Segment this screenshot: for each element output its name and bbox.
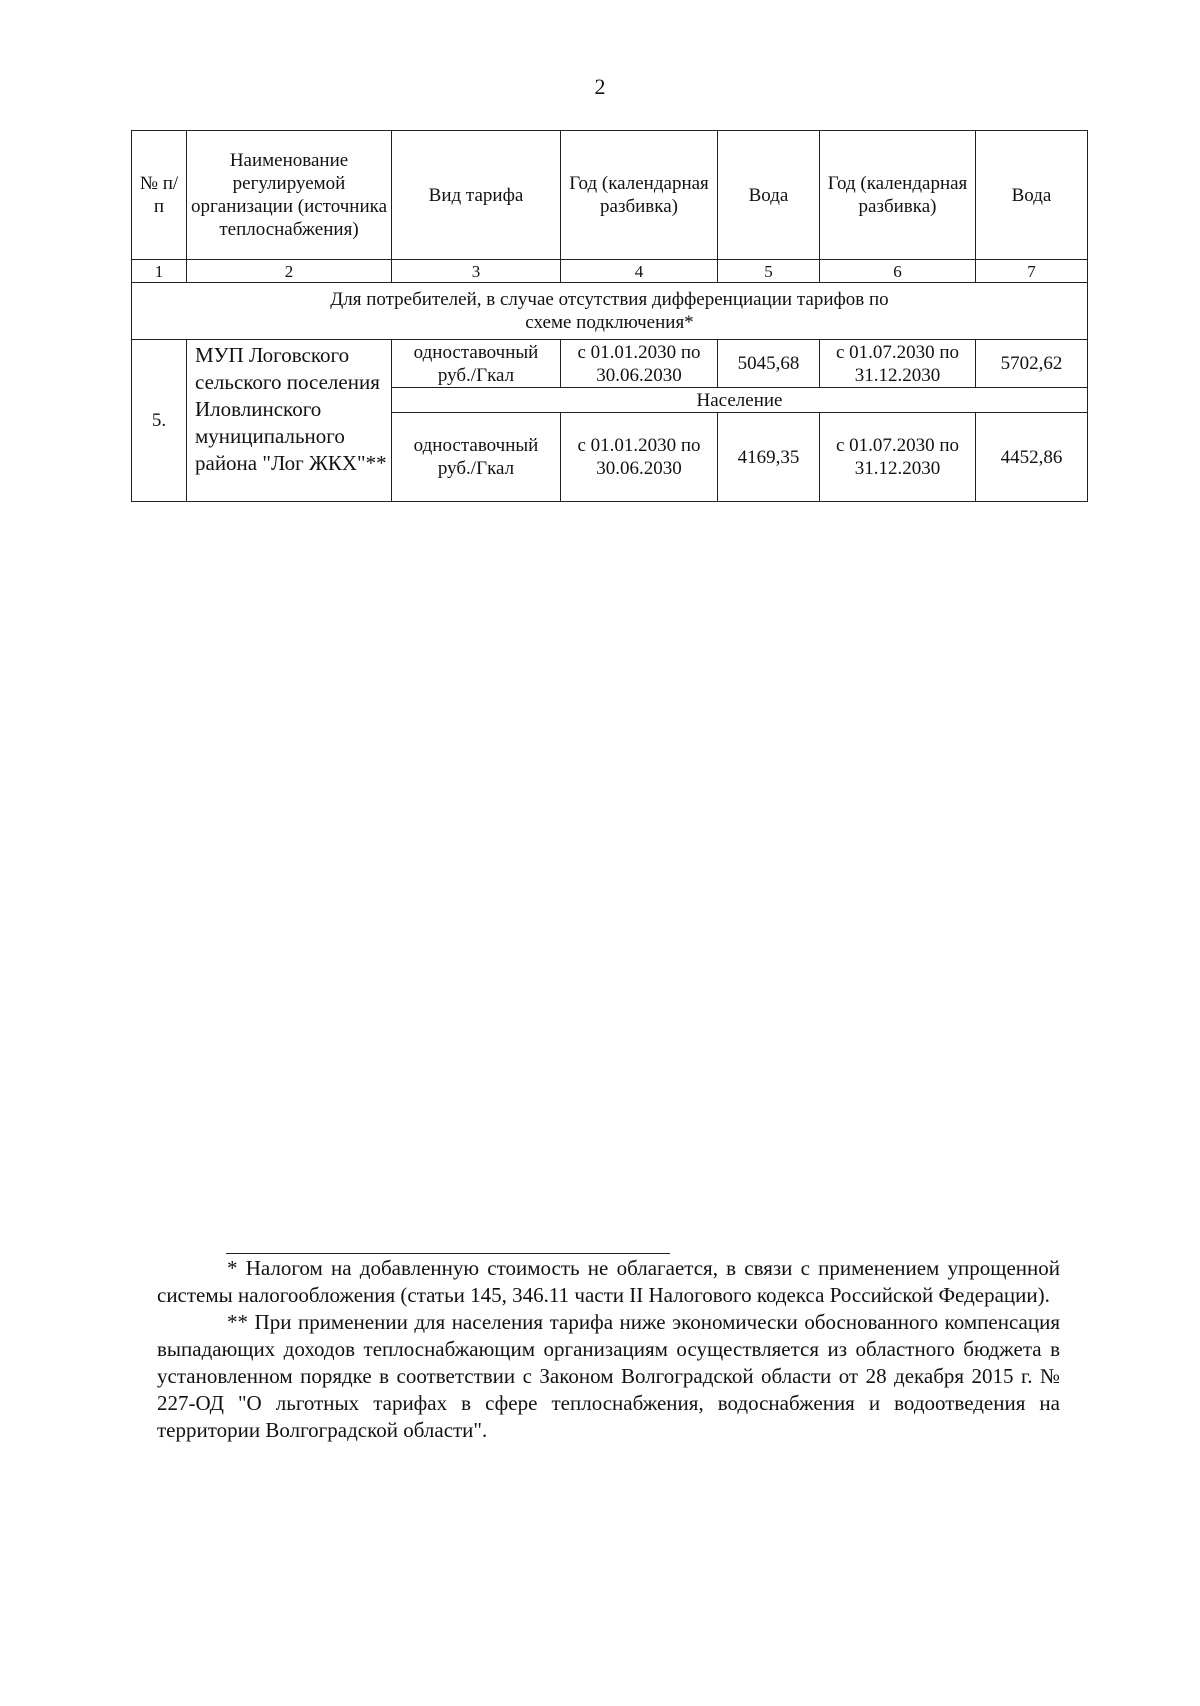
column-number-row: [132, 260, 1088, 283]
section-row: [132, 283, 1088, 340]
header-water-1: Вода: [718, 131, 820, 260]
period-2: с 01.07.2030 по 31.12.2030: [820, 413, 976, 502]
water-value-1: 4169,35: [718, 413, 820, 502]
subsection-title: Население: [392, 388, 1088, 413]
period-1: с 01.01.2030 по 30.06.2030: [561, 413, 718, 502]
table-row: [132, 340, 1088, 388]
footnote-2: ** При применении для населения тарифа ниже экономически обоснованного компенсация выпадающих доходов теплоснабжающим организациям осуществляется из областного бюджета в установленном порядке в соответствии с Законом Волгоградской области от 28 декабря 2015 г. № 227-ОД "О льготных тарифах в сфере теплоснабжения, водоснабжения и водоотведения на территории Волгоградской области".: [157, 1310, 1060, 1442]
column-number: 2: [187, 260, 392, 283]
section-title: Для потребителей, в случае отсутствия дифференциации тарифов по схеме подключения*: [132, 283, 1088, 340]
period-2: с 01.07.2030 по 31.12.2030: [820, 340, 976, 388]
tariff-table: [131, 130, 1088, 502]
footnotes: [157, 1255, 1060, 1444]
tariff-type: одноставочный руб./Гкал: [392, 413, 561, 502]
table-header-row: [132, 131, 1088, 260]
column-number: 3: [392, 260, 561, 283]
header-period-1: Год (календарная разбивка): [561, 131, 718, 260]
header-number: № п/п: [132, 131, 187, 260]
header-tariff-type: Вид тарифа: [392, 131, 561, 260]
organization-name: МУП Логовского сельского поселения Иловлинского муниципального района "Лог ЖКХ"**: [187, 340, 392, 502]
column-number: 6: [820, 260, 976, 283]
header-period-2: Год (календарная разбивка): [820, 131, 976, 260]
tariff-type: одноставочный руб./Гкал: [392, 340, 561, 388]
column-number: 5: [718, 260, 820, 283]
row-number: 5.: [132, 340, 187, 502]
header-organization: Наименование регулируемой организации (источника теплоснабжения): [187, 131, 392, 260]
header-water-2: Вода: [976, 131, 1088, 260]
footnote-1: * Налогом на добавленную стоимость не облагается, в связи с применением упрощенной системы налогообложения (статьи 145, 346.11 части II Налогового кодекса Российской Федерации).: [157, 1256, 1060, 1307]
water-value-2: 5702,62: [976, 340, 1088, 388]
page-number: 2: [594, 74, 606, 99]
water-value-2: 4452,86: [976, 413, 1088, 502]
column-number: 1: [132, 260, 187, 283]
column-number: 7: [976, 260, 1088, 283]
water-value-1: 5045,68: [718, 340, 820, 388]
footnote-divider: [226, 1253, 670, 1254]
period-1: с 01.01.2030 по 30.06.2030: [561, 340, 718, 388]
column-number: 4: [561, 260, 718, 283]
